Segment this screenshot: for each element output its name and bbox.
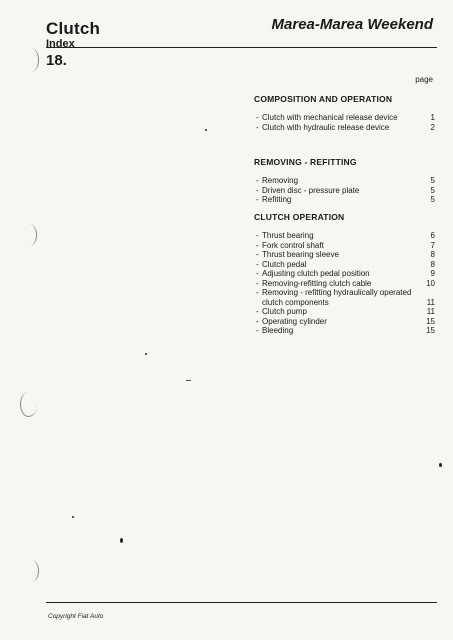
section-number: 18.	[46, 52, 67, 69]
entry-dash: -	[256, 231, 259, 240]
entry-text: Bleeding	[262, 326, 294, 335]
toc-entry[interactable]	[254, 186, 437, 196]
entry-page: 2	[430, 122, 435, 132]
entry-page: 5	[430, 185, 435, 195]
entry-dash: -	[256, 240, 259, 250]
entry-dash: -	[256, 326, 259, 335]
toc-entry[interactable]	[254, 113, 437, 123]
hole-punch-mark	[24, 560, 39, 582]
toc-entry[interactable]	[254, 123, 437, 133]
entry-text: Adjusting clutch pedal position	[262, 269, 370, 278]
toc-entry[interactable]	[254, 269, 437, 279]
entry-page: 5	[430, 176, 435, 185]
toc-entry[interactable]	[254, 241, 437, 251]
entry-page: 5	[430, 195, 435, 204]
copyright-text: Copyright Fiat Auto	[48, 613, 104, 620]
toc-section-removing	[254, 157, 437, 205]
entry-text: Clutch pump	[262, 307, 307, 316]
entry-page: 10	[426, 278, 435, 288]
entry-text: Removing - refitting hydraulically operated clutch components	[262, 288, 412, 307]
hole-punch-mark	[24, 48, 39, 72]
entry-text: Fork control shaft	[262, 240, 324, 250]
entry-dash: -	[256, 113, 259, 122]
entry-dash: -	[256, 278, 259, 288]
entry-page: 15	[426, 326, 435, 335]
page-column-label: page	[415, 75, 433, 84]
entry-dash: -	[256, 259, 259, 269]
entry-dash: -	[256, 316, 259, 326]
entry-text: Thrust bearing	[262, 231, 314, 240]
entry-dash: -	[256, 122, 259, 132]
index-label: Index	[46, 38, 75, 50]
entry-page: 7	[430, 240, 435, 250]
entry-dash: -	[256, 250, 259, 259]
toc-entry[interactable]	[254, 279, 437, 289]
entry-text: Removing-refitting clutch cable	[262, 278, 372, 288]
toc-section-clutch-operation	[254, 212, 437, 336]
entry-dash: -	[256, 195, 259, 204]
entry-page: 11	[426, 297, 435, 307]
entry-page: 1	[430, 113, 435, 122]
toc-heading: CLUTCH OPERATION	[254, 212, 345, 222]
toc-section-composition	[254, 94, 437, 132]
toc-entry[interactable]	[254, 176, 437, 186]
entry-page: 15	[426, 316, 435, 326]
entry-text: Driven disc - pressure plate	[262, 185, 360, 195]
entry-text: Thrust bearing sleeve	[262, 250, 339, 259]
entry-text: Clutch with mechanical release device	[262, 113, 398, 122]
entry-page: 8	[430, 259, 435, 269]
scan-speck	[186, 380, 191, 381]
model-name: Marea-Marea Weekend	[271, 16, 433, 33]
scan-speck	[145, 353, 147, 355]
entry-dash: -	[256, 176, 259, 185]
toc-entry[interactable]	[254, 260, 437, 270]
entry-text: Refitting	[262, 195, 292, 204]
toc-entry[interactable]	[254, 288, 437, 307]
toc-entry[interactable]	[254, 231, 437, 241]
entry-text: Clutch with hydraulic release device	[262, 122, 390, 132]
toc-heading: COMPOSITION AND OPERATION	[254, 94, 393, 104]
entry-page: 9	[430, 269, 435, 278]
footer-rule	[46, 602, 437, 603]
scan-speck	[72, 516, 74, 518]
section-title: Clutch	[46, 19, 101, 38]
entry-dash: -	[256, 288, 259, 297]
scan-speck	[439, 463, 442, 467]
toc-heading: REMOVING - REFITTING	[254, 157, 357, 167]
entry-page: 8	[430, 250, 435, 259]
hole-punch-mark	[20, 392, 37, 417]
entry-text: Clutch pedal	[262, 259, 307, 269]
toc-entry[interactable]	[254, 307, 437, 317]
scan-speck	[205, 129, 207, 131]
entry-dash: -	[256, 269, 259, 278]
toc-entry[interactable]	[254, 326, 437, 336]
entry-dash: -	[256, 307, 259, 316]
header-rule	[46, 47, 437, 48]
toc-entry[interactable]	[254, 317, 437, 327]
entry-text: Removing	[262, 176, 299, 185]
entry-text: Operating cylinder	[262, 316, 327, 326]
hole-punch-mark	[22, 224, 37, 246]
entry-dash: -	[256, 185, 259, 195]
scan-speck	[120, 538, 123, 543]
entry-page: 6	[430, 231, 435, 240]
toc-entry[interactable]	[254, 250, 437, 260]
toc-entry[interactable]	[254, 195, 437, 205]
entry-page: 11	[426, 307, 435, 316]
